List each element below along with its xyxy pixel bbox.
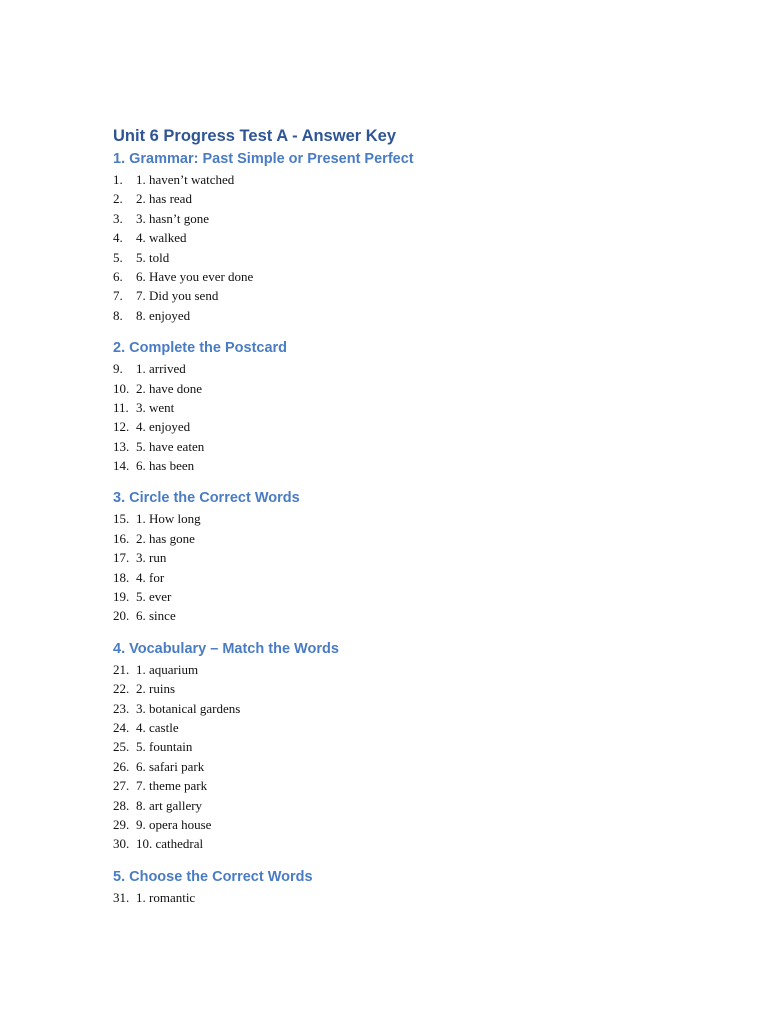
answer-list: [113, 359, 713, 475]
list-item: [113, 267, 713, 286]
list-item: [113, 587, 713, 606]
list-item-number: 3.: [113, 210, 123, 226]
list-item-answer: 1. arrived: [136, 361, 186, 377]
list-item-answer: 9. opera house: [136, 816, 212, 832]
list-item: [113, 379, 713, 398]
section-heading: 5. Choose the Correct Words: [113, 868, 313, 885]
list-item-answer: 3. run: [136, 550, 167, 566]
section-heading: 1. Grammar: Past Simple or Present Perfect: [113, 151, 414, 167]
list-item-answer: 8. art gallery: [136, 797, 203, 813]
list-item-answer: 3. botanical gardens: [136, 700, 241, 716]
list-item: [113, 606, 713, 625]
answer-section: [113, 337, 713, 475]
list-item: [113, 170, 713, 189]
list-item-answer: 2. has gone: [136, 530, 195, 546]
list-item: [113, 888, 713, 907]
list-item-number: 7.: [113, 288, 123, 304]
list-item: [113, 737, 713, 756]
list-item: [113, 679, 713, 698]
list-item-number: 12.: [113, 419, 130, 435]
list-item: [113, 815, 713, 834]
list-item-answer: 6. Have you ever done: [136, 268, 254, 284]
list-item-answer: 3. went: [136, 399, 175, 415]
list-item-answer: 4. castle: [136, 719, 179, 735]
section-heading: 2. Complete the Postcard: [113, 340, 288, 357]
list-item-number: 16.: [113, 530, 130, 546]
list-item: [113, 437, 713, 456]
answer-list: [113, 888, 713, 907]
list-item: [113, 306, 713, 325]
list-item-answer: 5. told: [136, 249, 170, 265]
answer-list: [113, 660, 713, 854]
answer-section: [113, 866, 713, 907]
answer-list: [113, 170, 713, 325]
list-item-answer: 4. for: [136, 569, 165, 585]
list-item-number: 22.: [113, 681, 130, 697]
list-item: [113, 228, 713, 247]
list-item-number: 30.: [113, 836, 130, 852]
section-heading: 4. Vocabulary – Match the Words: [113, 640, 339, 657]
list-item-answer: 5. have eaten: [136, 438, 205, 454]
list-item-answer: 10. cathedral: [136, 836, 204, 852]
list-item: [113, 699, 713, 718]
list-item: [113, 776, 713, 795]
list-item-number: 8.: [113, 307, 123, 323]
list-item-number: 14.: [113, 458, 130, 474]
answer-section: [113, 638, 713, 854]
list-item-answer: 1. aquarium: [136, 661, 199, 677]
list-item-answer: 5. fountain: [136, 739, 193, 755]
list-item: [113, 509, 713, 528]
list-item-number: 26.: [113, 758, 130, 774]
list-item-answer: 1. How long: [136, 511, 201, 527]
list-item-answer: 7. Did you send: [136, 288, 219, 304]
list-item-number: 13.: [113, 438, 130, 454]
list-item-number: 31.: [113, 889, 130, 905]
list-item: [113, 796, 713, 815]
list-item-number: 1.: [113, 172, 123, 187]
list-item: [113, 398, 713, 417]
list-item: [113, 718, 713, 737]
list-item-number: 11.: [113, 399, 129, 415]
list-item-answer: 6. since: [136, 608, 176, 624]
list-item-answer: 2. ruins: [136, 681, 175, 697]
sections-container: [113, 148, 713, 907]
list-item-number: 24.: [113, 719, 130, 735]
list-item-number: 18.: [113, 569, 130, 585]
list-item-number: 15.: [113, 511, 130, 527]
list-item-number: 19.: [113, 589, 130, 605]
list-item-number: 4.: [113, 230, 123, 246]
list-item-number: 10.: [113, 380, 130, 396]
answer-list: [113, 509, 713, 625]
list-item-answer: 4. walked: [136, 230, 187, 246]
list-item: [113, 248, 713, 267]
list-item-number: 2.: [113, 191, 123, 207]
list-item-number: 29.: [113, 816, 130, 832]
list-item-answer: 3. hasn’t gone: [136, 210, 210, 226]
list-item: [113, 456, 713, 475]
list-item-answer: 6. safari park: [136, 758, 205, 774]
list-item-number: 27.: [113, 778, 130, 794]
list-item-number: 6.: [113, 268, 123, 284]
list-item-number: 23.: [113, 700, 130, 716]
list-item: [113, 834, 713, 853]
list-item: [113, 757, 713, 776]
list-item-answer: 4. enjoyed: [136, 419, 191, 435]
list-item-number: 9.: [113, 361, 123, 377]
list-item: [113, 548, 713, 567]
list-item: [113, 286, 713, 305]
list-item-answer: 2. have done: [136, 380, 203, 396]
list-item: [113, 189, 713, 208]
list-item: [113, 359, 713, 378]
list-item: [113, 529, 713, 548]
list-item-number: 28.: [113, 797, 130, 813]
list-item-answer: 8. enjoyed: [136, 307, 191, 323]
list-item-number: 21.: [113, 661, 130, 677]
list-item: [113, 209, 713, 228]
list-item: [113, 417, 713, 436]
list-item-answer: 2. has read: [136, 191, 192, 207]
section-heading: 3. Circle the Correct Words: [113, 490, 300, 507]
list-item-number: 25.: [113, 739, 130, 755]
document-title: Unit 6 Progress Test A - Answer Key: [113, 127, 397, 145]
answer-section: [113, 487, 713, 625]
list-item-answer: 1. romantic: [136, 889, 196, 905]
document-page: [113, 124, 713, 919]
list-item-answer: 7. theme park: [136, 778, 208, 794]
answer-section: [113, 148, 713, 325]
list-item-answer: 1. haven’t watched: [136, 172, 235, 187]
list-item-answer: 5. ever: [136, 589, 172, 605]
list-item-number: 20.: [113, 608, 130, 624]
list-item-answer: 6. has been: [136, 458, 195, 474]
list-item-number: 17.: [113, 550, 130, 566]
list-item: [113, 660, 713, 679]
list-item-number: 5.: [113, 249, 123, 265]
list-item: [113, 568, 713, 587]
